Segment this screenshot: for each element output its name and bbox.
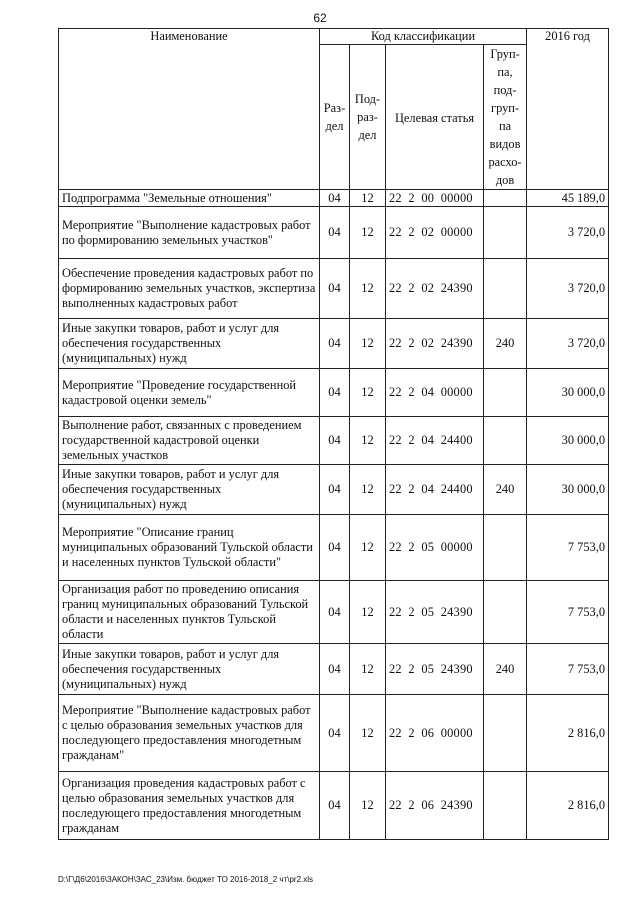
row-target-article: 22 2 02 24390 [386,259,484,319]
row-target-article: 22 2 02 00000 [386,207,484,259]
row-subsection: 12 [350,695,386,772]
row-subsection: 12 [350,644,386,695]
row-name: Организация работ по проведению описания границ муниципальных образований Тульской области и населенных пунктов Тульской области [59,581,320,644]
row-expense-group: 240 [484,319,527,369]
row-subsection: 12 [350,417,386,465]
row-name: Подпрограмма "Земельные отношения" [59,190,320,207]
row-section: 04 [320,259,350,319]
column-header-classification-code: Код классификации [320,29,527,45]
row-target-article: 22 2 00 00000 [386,190,484,207]
table-row [59,259,609,319]
row-target-article: 22 2 06 00000 [386,695,484,772]
file-path-footer: D:\Г\Д6\2016\ЗАКОН\ЗАС_23\Изм. бюджет ТО 2016-2018_2 чт\pr2.xls [58,875,314,884]
row-subsection: 12 [350,515,386,581]
row-amount: 3 720,0 [527,207,609,259]
table-row [59,515,609,581]
table-row [59,369,609,417]
row-section: 04 [320,465,350,515]
row-expense-group [484,515,527,581]
row-name: Иные закупки товаров, работ и услуг для обеспечения государственных (муниципальных) нужд [59,319,320,369]
table-row [59,772,609,840]
column-header-section: Раз- дел [320,45,350,190]
row-subsection: 12 [350,581,386,644]
row-target-article: 22 2 06 24390 [386,772,484,840]
row-subsection: 12 [350,319,386,369]
row-name: Мероприятие "Выполнение кадастровых работ по формированию земельных участков" [59,207,320,259]
column-header-name: Наименование [59,29,320,190]
page-number: 62 [313,11,327,25]
row-expense-group [484,695,527,772]
row-amount: 30 000,0 [527,369,609,417]
row-section: 04 [320,772,350,840]
header-row-top [59,29,609,45]
row-subsection: 12 [350,190,386,207]
row-target-article: 22 2 02 24390 [386,319,484,369]
row-expense-group [484,369,527,417]
row-expense-group [484,581,527,644]
table-row [59,417,609,465]
table-row [59,644,609,695]
row-name: Иные закупки товаров, работ и услуг для обеспечения государственных (муниципальных) нужд [59,465,320,515]
table-row [59,695,609,772]
row-section: 04 [320,695,350,772]
row-target-article: 22 2 04 24400 [386,417,484,465]
row-section: 04 [320,319,350,369]
row-expense-group [484,772,527,840]
table-row [59,465,609,515]
column-header-target-article: Целевая статья [386,45,484,190]
row-amount: 2 816,0 [527,772,609,840]
row-expense-group [484,207,527,259]
row-target-article: 22 2 04 24400 [386,465,484,515]
row-subsection: 12 [350,465,386,515]
row-amount: 3 720,0 [527,319,609,369]
row-name: Обеспечение проведения кадастровых работ по формированию земельных участков, экспертиза выполненных кадастровых работ [59,259,320,319]
row-expense-group [484,417,527,465]
row-target-article: 22 2 05 24390 [386,581,484,644]
row-section: 04 [320,581,350,644]
row-name: Организация проведения кадастровых работ с целью образования земельных участков для последующего предоставления многодетным гражданам [59,772,320,840]
row-section: 04 [320,644,350,695]
table-row [59,207,609,259]
row-section: 04 [320,515,350,581]
row-amount: 2 816,0 [527,695,609,772]
budget-table [58,28,609,840]
row-amount: 7 753,0 [527,581,609,644]
row-amount: 7 753,0 [527,644,609,695]
row-section: 04 [320,369,350,417]
row-expense-group [484,259,527,319]
row-target-article: 22 2 04 00000 [386,369,484,417]
row-target-article: 22 2 05 00000 [386,515,484,581]
table-row [59,319,609,369]
column-header-expense-group: Груп- па, под- груп- па видов расхо- дов [484,45,527,190]
row-subsection: 12 [350,259,386,319]
row-section: 04 [320,190,350,207]
column-header-subsection: Под- раз- дел [350,45,386,190]
row-name: Мероприятие "Проведение государственной кадастровой оценки земель" [59,369,320,417]
row-name: Мероприятие "Выполнение кадастровых работ с целью образования земельных участков для последующего предоставления многодетным гражданам" [59,695,320,772]
row-section: 04 [320,417,350,465]
row-amount: 45 189,0 [527,190,609,207]
row-expense-group: 240 [484,465,527,515]
row-amount: 3 720,0 [527,259,609,319]
row-subsection: 12 [350,772,386,840]
row-target-article: 22 2 05 24390 [386,644,484,695]
row-expense-group: 240 [484,644,527,695]
row-subsection: 12 [350,369,386,417]
row-name: Мероприятие "Описание границ муниципальных образований Тульской области и населенных пунктов Тульской области" [59,515,320,581]
table-row [59,581,609,644]
row-name: Выполнение работ, связанных с проведением государственной кадастровой оценки земельных участков [59,417,320,465]
row-name: Иные закупки товаров, работ и услуг для обеспечения государственных (муниципальных) нужд [59,644,320,695]
row-amount: 7 753,0 [527,515,609,581]
row-expense-group [484,190,527,207]
column-header-year: 2016 год [527,29,609,190]
table-row [59,190,609,207]
row-section: 04 [320,207,350,259]
row-amount: 30 000,0 [527,417,609,465]
row-subsection: 12 [350,207,386,259]
row-amount: 30 000,0 [527,465,609,515]
